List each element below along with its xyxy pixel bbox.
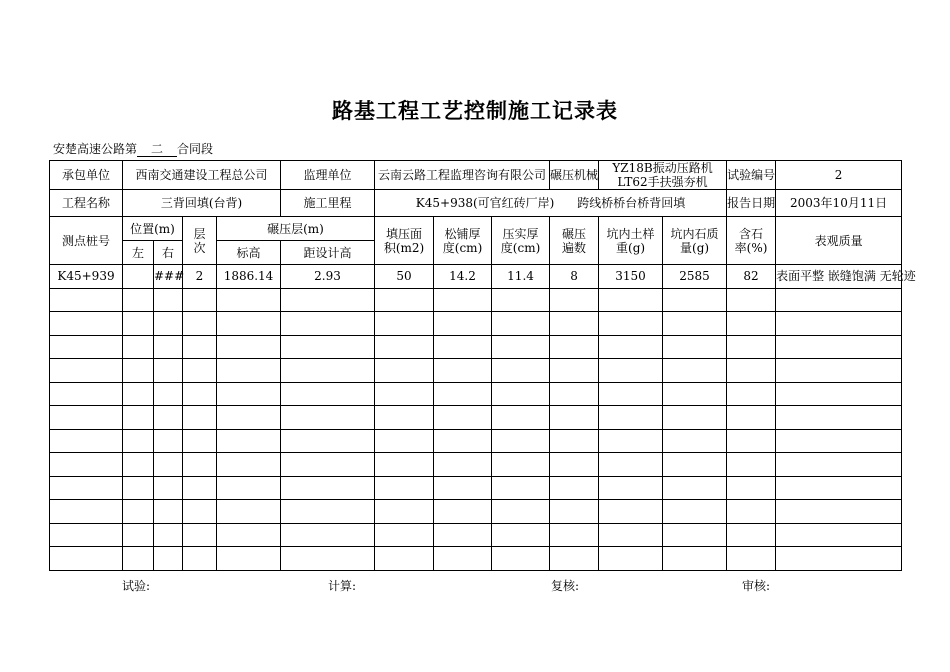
cell-elevation (217, 500, 281, 524)
cell-compacted-thickness (492, 500, 550, 524)
table-row (50, 523, 902, 547)
header-stone-rate-line-1: 含石 (739, 226, 764, 241)
cell-appearance (776, 359, 902, 383)
cell-soil-weight: 3150 (599, 265, 663, 289)
cell-passes: 8 (550, 265, 599, 289)
cell-stone-weight (663, 547, 727, 571)
cell-compacted-thickness (492, 335, 550, 359)
cell-stone-rate (727, 382, 776, 406)
cell-soil-weight (599, 476, 663, 500)
cell-soil-weight (599, 500, 663, 524)
machine-line-1: YZ18B振动压路机 (612, 161, 713, 175)
header-compacted-thickness-line-1: 压实厚 (502, 226, 539, 241)
cell-left (123, 500, 154, 524)
header-position: 位置(m) (123, 217, 183, 241)
cell-compacted-thickness (492, 359, 550, 383)
cell-stone-rate (727, 335, 776, 359)
cell-soil-weight (599, 429, 663, 453)
cell-elevation (217, 335, 281, 359)
table-row (50, 547, 902, 571)
info-row-1 (50, 161, 902, 190)
cell-compacted-thickness (492, 453, 550, 477)
cell-appearance (776, 453, 902, 477)
cell-right (154, 547, 183, 571)
report-date-value: 2003年10月11日 (776, 190, 902, 217)
cell-passes (550, 335, 599, 359)
signature-calc: 计算: (328, 579, 357, 593)
machine-line-2: LT62手扶强夯机 (617, 175, 708, 189)
cell-soil-weight (599, 335, 663, 359)
cell-fill-area (375, 500, 434, 524)
cell-soil-weight (599, 523, 663, 547)
cell-soil-weight (599, 312, 663, 336)
cell-elevation (217, 382, 281, 406)
signature-audit: 审核: (742, 579, 771, 593)
header-passes (550, 217, 599, 265)
cell-passes (550, 429, 599, 453)
cell-stone-rate (727, 476, 776, 500)
cell-right (154, 359, 183, 383)
cell-passes (550, 476, 599, 500)
header-station: 测点桩号 (50, 217, 123, 265)
cell-station (50, 547, 123, 571)
cell-compacted-thickness (492, 382, 550, 406)
cell-passes (550, 312, 599, 336)
header-appearance: 表观质量 (776, 217, 902, 265)
cell-layer (183, 476, 217, 500)
cell-right (154, 500, 183, 524)
cell-passes (550, 359, 599, 383)
header-soil-weight-line-2: 重(g) (616, 240, 646, 255)
cell-design-distance (281, 359, 375, 383)
cell-right (154, 406, 183, 430)
cell-left (123, 547, 154, 571)
cell-design-distance (281, 523, 375, 547)
cell-appearance (776, 406, 902, 430)
cell-right (154, 335, 183, 359)
project-label: 工程名称 (50, 190, 123, 217)
mileage-station: K45+938(可官红砖厂岸) (415, 196, 555, 210)
header-layer (183, 217, 217, 265)
signature-test: 试验: (122, 579, 151, 593)
cell-layer (183, 406, 217, 430)
cell-loose-thickness: 14.2 (434, 265, 492, 289)
cell-compacted-thickness (492, 429, 550, 453)
header-left: 左 (123, 241, 154, 265)
cell-design-distance (281, 312, 375, 336)
cell-stone-weight (663, 288, 727, 312)
cell-passes (550, 453, 599, 477)
cell-layer (183, 382, 217, 406)
header-compaction-layer: 碾压层(m) (217, 217, 375, 241)
test-no-label: 试验编号 (727, 161, 776, 190)
cell-loose-thickness (434, 359, 492, 383)
header-loose-thickness (434, 217, 492, 265)
mileage-label: 施工里程 (281, 190, 375, 217)
cell-stone-rate (727, 500, 776, 524)
table-row (50, 382, 902, 406)
cell-fill-area: 50 (375, 265, 434, 289)
cell-compacted-thickness (492, 523, 550, 547)
mileage-value (375, 190, 727, 217)
cell-elevation (217, 288, 281, 312)
contractor-label: 承包单位 (50, 161, 123, 190)
cell-appearance (776, 547, 902, 571)
cell-left (123, 335, 154, 359)
cell-stone-rate (727, 406, 776, 430)
header-stone-weight-line-2: 量(g) (680, 240, 710, 255)
cell-passes (550, 406, 599, 430)
cell-elevation (217, 547, 281, 571)
cell-loose-thickness (434, 547, 492, 571)
cell-design-distance (281, 382, 375, 406)
cell-elevation (217, 312, 281, 336)
cell-design-distance (281, 476, 375, 500)
cell-stone-weight (663, 406, 727, 430)
cell-left (123, 406, 154, 430)
cell-stone-rate (727, 312, 776, 336)
cell-left (123, 523, 154, 547)
cell-right (154, 453, 183, 477)
cell-loose-thickness (434, 335, 492, 359)
cell-fill-area (375, 288, 434, 312)
cell-compacted-thickness (492, 312, 550, 336)
table-row (50, 406, 902, 430)
cell-soil-weight (599, 288, 663, 312)
cell-stone-rate (727, 288, 776, 312)
cell-stone-weight (663, 429, 727, 453)
cell-left (123, 312, 154, 336)
cell-elevation (217, 429, 281, 453)
cell-right: ### (154, 265, 183, 289)
table-row (50, 453, 902, 477)
cell-elevation (217, 359, 281, 383)
cell-elevation (217, 406, 281, 430)
cell-layer (183, 312, 217, 336)
cell-right (154, 288, 183, 312)
cell-stone-weight (663, 476, 727, 500)
header-loose-thickness-line-1: 松铺厚 (444, 226, 481, 241)
cell-layer (183, 523, 217, 547)
cell-station (50, 453, 123, 477)
cell-left (123, 359, 154, 383)
header-passes-line-2: 遍数 (562, 240, 587, 255)
cell-soil-weight (599, 453, 663, 477)
cell-left (123, 265, 154, 289)
contractor-value: 西南交通建设工程总公司 (123, 161, 281, 190)
table-row (50, 312, 902, 336)
header-layer-line-1: 层 (193, 226, 206, 241)
cell-loose-thickness (434, 476, 492, 500)
cell-fill-area (375, 547, 434, 571)
cell-compacted-thickness (492, 406, 550, 430)
cell-design-distance: 2.93 (281, 265, 375, 289)
table-row (50, 335, 902, 359)
header-stone-weight-line-1: 坑内石质 (670, 226, 719, 241)
cell-station (50, 359, 123, 383)
cell-layer (183, 335, 217, 359)
section-number: 二 (137, 143, 177, 157)
contract-section (53, 140, 213, 157)
cell-left (123, 476, 154, 500)
machine-value (599, 161, 727, 190)
cell-fill-area (375, 382, 434, 406)
cell-station (50, 406, 123, 430)
project-value: 三背回填(台背) (123, 190, 281, 217)
cell-passes (550, 523, 599, 547)
cell-station (50, 312, 123, 336)
header-design-distance: 距设计高 (281, 241, 375, 265)
cell-fill-area (375, 359, 434, 383)
header-stone-weight (663, 217, 727, 265)
cell-soil-weight (599, 547, 663, 571)
table-row (50, 476, 902, 500)
cell-left (123, 288, 154, 312)
cell-stone-weight (663, 359, 727, 383)
cell-compacted-thickness (492, 288, 550, 312)
cell-appearance (776, 382, 902, 406)
cell-stone-rate (727, 453, 776, 477)
cell-layer (183, 500, 217, 524)
cell-loose-thickness (434, 406, 492, 430)
cell-fill-area (375, 476, 434, 500)
cell-appearance (776, 288, 902, 312)
cell-stone-rate (727, 359, 776, 383)
cell-stone-rate (727, 547, 776, 571)
cell-stone-weight (663, 335, 727, 359)
header-soil-weight (599, 217, 663, 265)
cell-stone-rate (727, 523, 776, 547)
record-table (49, 160, 916, 571)
section-prefix: 安楚高速公路第 (53, 142, 138, 156)
cell-elevation: 1886.14 (217, 265, 281, 289)
cell-elevation (217, 523, 281, 547)
table-row (50, 265, 902, 289)
info-row-2 (50, 190, 902, 217)
cell-station (50, 288, 123, 312)
header-right: 右 (154, 241, 183, 265)
header-elevation: 标高 (217, 241, 281, 265)
cell-loose-thickness (434, 500, 492, 524)
cell-loose-thickness (434, 429, 492, 453)
cell-right (154, 382, 183, 406)
cell-appearance (776, 335, 902, 359)
header-stone-rate-line-2: 率(%) (734, 240, 768, 255)
cell-station (50, 476, 123, 500)
mileage-description: 跨线桥桥台桥背回填 (577, 196, 686, 210)
supervisor-label: 监理单位 (281, 161, 375, 190)
cell-left (123, 382, 154, 406)
cell-elevation (217, 453, 281, 477)
cell-loose-thickness (434, 523, 492, 547)
cell-fill-area (375, 406, 434, 430)
cell-appearance (776, 429, 902, 453)
table-row (50, 359, 902, 383)
cell-design-distance (281, 453, 375, 477)
cell-loose-thickness (434, 453, 492, 477)
cell-right (154, 523, 183, 547)
signature-review: 复核: (551, 579, 580, 593)
supervisor-value: 云南云路工程监理咨询有限公司 (375, 161, 550, 190)
cell-loose-thickness (434, 382, 492, 406)
header-soil-weight-line-1: 坑内土样 (606, 226, 655, 241)
cell-appearance (776, 312, 902, 336)
section-suffix: 合同段 (177, 142, 214, 156)
header-passes-line-1: 碾压 (562, 226, 587, 241)
cell-passes (550, 288, 599, 312)
cell-passes (550, 382, 599, 406)
header-stone-rate (727, 217, 776, 265)
cell-compacted-thickness (492, 547, 550, 571)
cell-design-distance (281, 547, 375, 571)
header-compacted-thickness (492, 217, 550, 265)
machine-label: 碾压机械 (550, 161, 599, 190)
header-row-1 (50, 217, 902, 241)
header-loose-thickness-line-2: 度(cm) (442, 240, 483, 255)
cell-station (50, 429, 123, 453)
cell-stone-weight (663, 312, 727, 336)
cell-design-distance (281, 500, 375, 524)
report-date-label: 报告日期 (727, 190, 776, 217)
cell-design-distance (281, 288, 375, 312)
header-compacted-thickness-line-2: 度(cm) (500, 240, 541, 255)
cell-soil-weight (599, 359, 663, 383)
cell-stone-weight (663, 382, 727, 406)
cell-right (154, 312, 183, 336)
cell-layer: 2 (183, 265, 217, 289)
cell-right (154, 429, 183, 453)
cell-stone-weight: 2585 (663, 265, 727, 289)
cell-station (50, 382, 123, 406)
cell-design-distance (281, 335, 375, 359)
cell-station: K45+939 (50, 265, 123, 289)
cell-stone-rate: 82 (727, 265, 776, 289)
cell-stone-weight (663, 500, 727, 524)
cell-fill-area (375, 335, 434, 359)
cell-design-distance (281, 406, 375, 430)
test-no-value: 2 (776, 161, 902, 190)
cell-compacted-thickness (492, 476, 550, 500)
cell-layer (183, 359, 217, 383)
cell-station (50, 500, 123, 524)
cell-loose-thickness (434, 312, 492, 336)
cell-layer (183, 453, 217, 477)
cell-soil-weight (599, 382, 663, 406)
cell-fill-area (375, 523, 434, 547)
cell-station (50, 523, 123, 547)
header-fill-area-line-1: 填压面 (386, 226, 423, 241)
cell-left (123, 429, 154, 453)
header-layer-line-2: 次 (193, 240, 206, 255)
cell-fill-area (375, 453, 434, 477)
table-row (50, 500, 902, 524)
cell-fill-area (375, 312, 434, 336)
cell-fill-area (375, 429, 434, 453)
cell-right (154, 476, 183, 500)
cell-soil-weight (599, 406, 663, 430)
cell-stone-weight (663, 453, 727, 477)
cell-layer (183, 547, 217, 571)
cell-compacted-thickness: 11.4 (492, 265, 550, 289)
header-fill-area-line-2: 积(m2) (383, 240, 425, 255)
cell-layer (183, 288, 217, 312)
cell-layer (183, 429, 217, 453)
cell-stone-weight (663, 523, 727, 547)
cell-design-distance (281, 429, 375, 453)
table-row (50, 429, 902, 453)
cell-loose-thickness (434, 288, 492, 312)
cell-stone-rate (727, 429, 776, 453)
cell-appearance (776, 523, 902, 547)
cell-passes (550, 500, 599, 524)
cell-appearance: 表面平整 嵌缝饱满 无轮迹 (776, 265, 902, 289)
cell-passes (550, 547, 599, 571)
header-fill-area (375, 217, 434, 265)
cell-appearance (776, 500, 902, 524)
cell-left (123, 453, 154, 477)
cell-appearance (776, 476, 902, 500)
cell-station (50, 335, 123, 359)
table-row (50, 288, 902, 312)
page-title: 路基工程工艺控制施工记录表 (332, 98, 618, 123)
cell-elevation (217, 476, 281, 500)
